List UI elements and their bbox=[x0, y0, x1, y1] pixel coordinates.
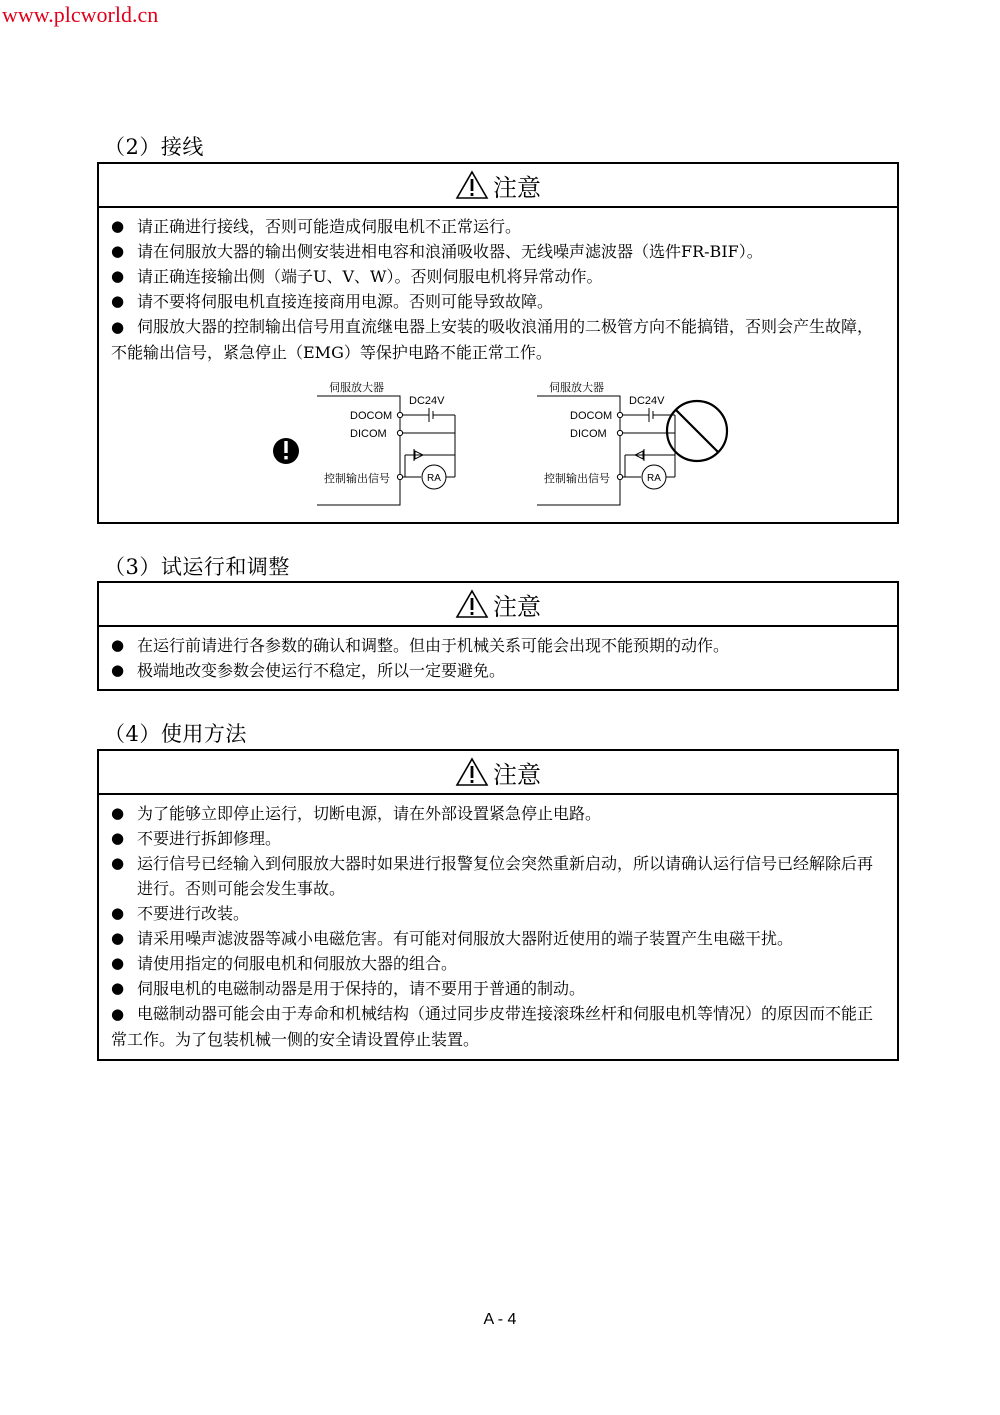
list-item: ● 为了能够立即停止运行，切断电源，请在外部设置紧急停止电路。 bbox=[111, 804, 602, 823]
docom-label: DOCOM bbox=[570, 410, 613, 422]
list-item: ● 伺服电机的电磁制动器是用于保持的，请不要用于普通的制动。 bbox=[111, 979, 586, 998]
list-item: ● 请使用指定的伺服电机和伺服放大器的组合。 bbox=[111, 954, 458, 973]
list-item: ● 伺服放大器的控制输出信号用直流继电器上安装的吸收浪涌用的二极管方向不能搞错，否则会产生故障，不能输出信号，紧急停止（EMG）等保护电路不能正常工作。 bbox=[111, 317, 874, 362]
dc24v-label: DC24V bbox=[629, 395, 665, 407]
dc24v-label: DC24V bbox=[409, 395, 445, 407]
relay-label: RA bbox=[427, 473, 441, 484]
incorrect-wiring-diagram bbox=[537, 380, 727, 505]
prohibited-icon bbox=[667, 401, 727, 461]
ctrl-out-label: 控制输出信号 bbox=[324, 472, 390, 485]
correct-wiring-diagram bbox=[317, 380, 455, 505]
relay-label: RA bbox=[647, 473, 661, 484]
wiring-diagram bbox=[111, 365, 887, 515]
warning-triangle-icon bbox=[455, 170, 489, 200]
caution-box-usage bbox=[97, 749, 899, 1061]
list-item: ● 电磁制动器可能会由于寿命和机械结构（通过同步皮带连接滚珠丝杆和伺服电机等情况）的原因而不能正常工作。为了包装机械一侧的安全请设置停止装置。 bbox=[111, 1004, 874, 1049]
list-item: ● 请不要将伺服电机直接连接商用电源。否则可能导致故障。 bbox=[111, 292, 554, 311]
list-item: ● 请正确进行接线，否则可能造成伺服电机不正常运行。 bbox=[111, 217, 522, 236]
mandatory-icon bbox=[273, 438, 299, 464]
list-item: ● 请采用噪声滤波器等减小电磁危害。有可能对伺服放大器附近使用的端子装置产生电磁干扰。 bbox=[111, 929, 794, 948]
caution-body bbox=[99, 795, 897, 1056]
list-item: ● 不要进行拆卸修理。 bbox=[111, 829, 282, 848]
list-item: ● 请正确连接输出侧（端子U、V、W）。否则伺服电机将异常动作。 bbox=[111, 267, 603, 286]
section-title-usage: （4）使用方法 bbox=[104, 722, 247, 746]
diode-wiring-diagram bbox=[111, 365, 891, 515]
warning-triangle-icon bbox=[455, 589, 489, 619]
amp-label: 伺服放大器 bbox=[549, 381, 604, 394]
page-number: A - 4 bbox=[483, 1311, 517, 1328]
caution-body bbox=[99, 627, 897, 687]
caution-label: 注意 bbox=[493, 592, 541, 621]
dicom-label: DICOM bbox=[350, 428, 387, 440]
ctrl-out-label: 控制输出信号 bbox=[544, 472, 610, 485]
caution-box-trial-run bbox=[97, 581, 899, 691]
caution-box-wiring bbox=[97, 162, 899, 524]
section-title-trial-run: （3）试运行和调整 bbox=[104, 555, 290, 579]
section-title-wiring: （2）接线 bbox=[104, 135, 204, 159]
list-item: ● 请在伺服放大器的输出侧安装进相电容和浪涌吸收器、无线噪声滤波器（选件FR-BIF）。 bbox=[111, 242, 763, 261]
dicom-label: DICOM bbox=[570, 428, 607, 440]
caution-label: 注意 bbox=[493, 760, 541, 789]
watermark: www.plcworld.cn bbox=[2, 2, 159, 27]
list-item: ● 极端地改变参数会使运行不稳定，所以一定要避免。 bbox=[111, 661, 506, 680]
list-item: ● 在运行前请进行各参数的确认和调整。但由于机械关系可能会出现不能预期的动作。 bbox=[111, 636, 730, 655]
amp-label: 伺服放大器 bbox=[329, 381, 384, 394]
caution-header bbox=[99, 583, 897, 627]
list-item: ● 不要进行改装。 bbox=[111, 904, 250, 923]
docom-label: DOCOM bbox=[350, 410, 393, 422]
caution-header bbox=[99, 164, 897, 208]
caution-body bbox=[99, 208, 897, 519]
warning-triangle-icon bbox=[455, 757, 489, 787]
list-item: ● 运行信号已经输入到伺服放大器时如果进行报警复位会突然重新启动，所以请确认运行信号已经解除后再进行。否则可能会发生事故。 bbox=[111, 854, 874, 898]
caution-header bbox=[99, 751, 897, 795]
caution-label: 注意 bbox=[493, 173, 541, 202]
